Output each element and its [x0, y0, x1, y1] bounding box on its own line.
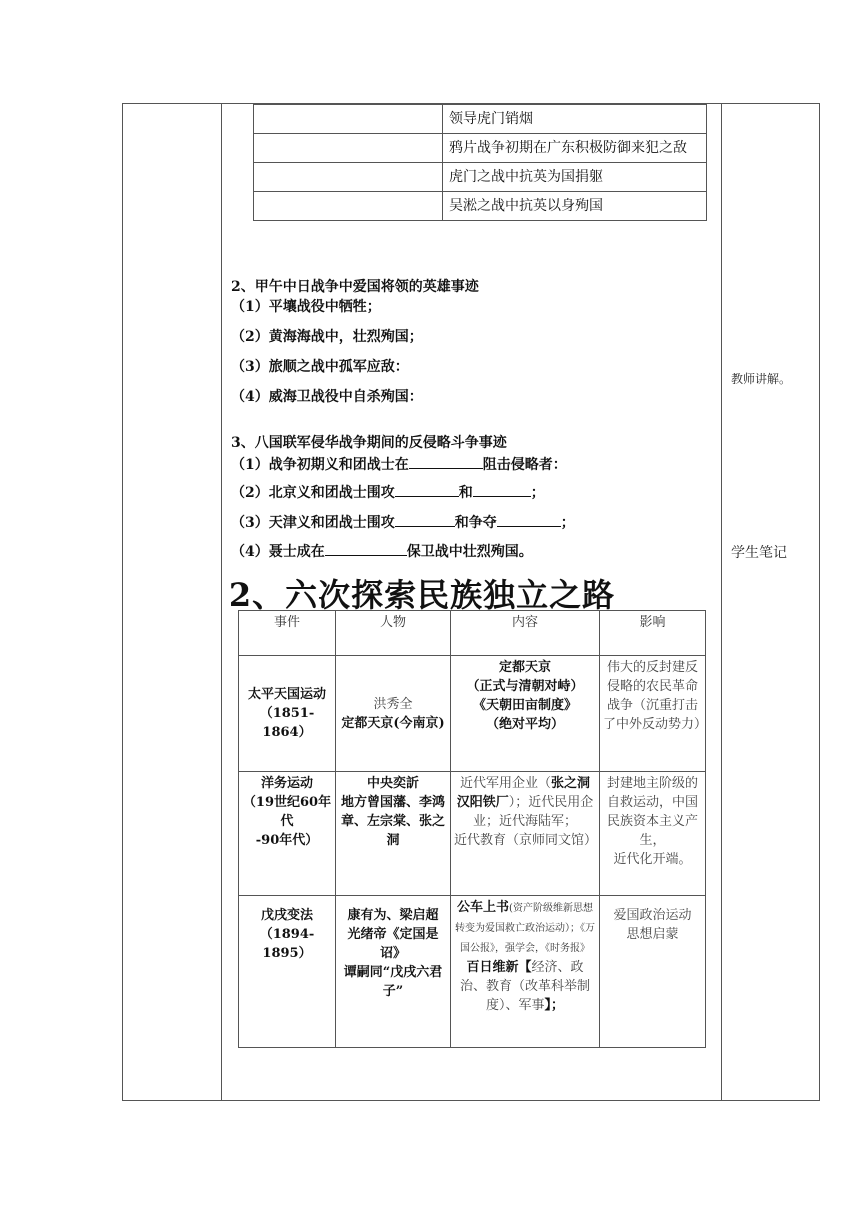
table-row [254, 163, 707, 192]
exploration-table [238, 610, 706, 1048]
section3-item-2: （2）北京义和团战士围攻 和 ； [231, 482, 545, 502]
section3-item-1: （1）战争初期义和团战士在 阻击侵略者： [231, 454, 567, 474]
section3-item-3: （3）天津义和团战士围攻 和争夺 ； [231, 512, 575, 532]
impact-cell: 伟大的反封建反侵略的农民革命战争（沉重打击了中外反动势力） [600, 656, 706, 772]
column-divider-right [721, 104, 722, 1100]
table-header-row [239, 611, 706, 656]
event-cell: 戊戌变法 （1894-1895） [239, 896, 336, 1048]
table-row [239, 896, 706, 1048]
person-cell: 中央奕訢 地方曾国藩、李鸿章、左宗棠、张之洞 [336, 772, 451, 896]
student-note: 学生笔记 [731, 545, 787, 561]
impact-cell: 封建地主阶级的自救运动，中国民族资本主义产生， 近代化开端。 [600, 772, 706, 896]
section2-heading: 2、甲午中日战争中爱国将领的英雄事迹 [231, 279, 479, 295]
fill-blank[interactable] [325, 541, 407, 556]
fill-blank[interactable] [473, 482, 531, 497]
table-row [239, 772, 706, 896]
section3-item-4: （4）聂士成在 保卫战中壮烈殉国。 [231, 541, 533, 561]
person-cell: 康有为、梁启超 光绪帝《定国是诏》 谭嗣同“戊戌六君子” [336, 896, 451, 1048]
table-row [254, 134, 707, 163]
lesson-frame [122, 103, 820, 1101]
event-cell: 洋务运动 （19世纪60年代 -90年代） [239, 772, 336, 896]
fill-blank[interactable] [395, 482, 459, 497]
table-cell: 领导虎门销烟 [443, 105, 707, 134]
fill-blank[interactable] [395, 512, 455, 527]
section2-item-4: （4）威海卫战役中自杀殉国： [231, 389, 423, 405]
section2-item-1: （1）平壤战役中牺牲； [231, 299, 381, 315]
table-cell: 虎门之战中抗英为国捐躯 [443, 163, 707, 192]
event-cell: 太平天国运动（1851-1864） [239, 656, 336, 772]
table-row [254, 105, 707, 134]
content-cell: 公车上书(资产阶级维新思想转变为爱国救亡政治运动）；《万国公报》，强学会，《时务报》百日维新【经济、政治、教育（改革科举制度）、军事】； [451, 896, 600, 1048]
header-event: 事件 [239, 611, 336, 656]
fill-blank[interactable] [497, 512, 561, 527]
section2-item-2: （2）黄海海战中，壮烈殉国； [231, 329, 423, 345]
header-person: 人物 [336, 611, 451, 656]
section-title: 2、六次探索民族独立之路 [228, 576, 616, 614]
header-content: 内容 [451, 611, 600, 656]
fill-blank[interactable] [409, 454, 483, 469]
content-cell: 近代军用企业（张之洞汉阳铁厂）；近代民用企业；近代海陆军； 近代教育（京师同文馆） [451, 772, 600, 896]
heroes-table [253, 104, 707, 221]
table-row [254, 192, 707, 221]
section3-heading: 3、八国联军侵华战争期间的反侵略斗争事迹 [231, 435, 507, 451]
table-row [239, 656, 706, 772]
impact-cell: 爱国政治运动 思想启蒙 [600, 896, 706, 1048]
teacher-note: 教师讲解。 [731, 372, 792, 386]
content-cell: 定都天京 （正式与清朝对峙） 《天朝田亩制度》 （绝对平均） [451, 656, 600, 772]
section2-item-3: （3）旅顺之战中孤军应敌： [231, 359, 409, 375]
table-cell: 吴淞之战中抗英以身殉国 [443, 192, 707, 221]
person-cell: 洪秀全 定都天京(今南京) [336, 656, 451, 772]
header-impact: 影响 [600, 611, 706, 656]
table-cell: 鸦片战争初期在广东积极防御来犯之敌 [443, 134, 707, 163]
